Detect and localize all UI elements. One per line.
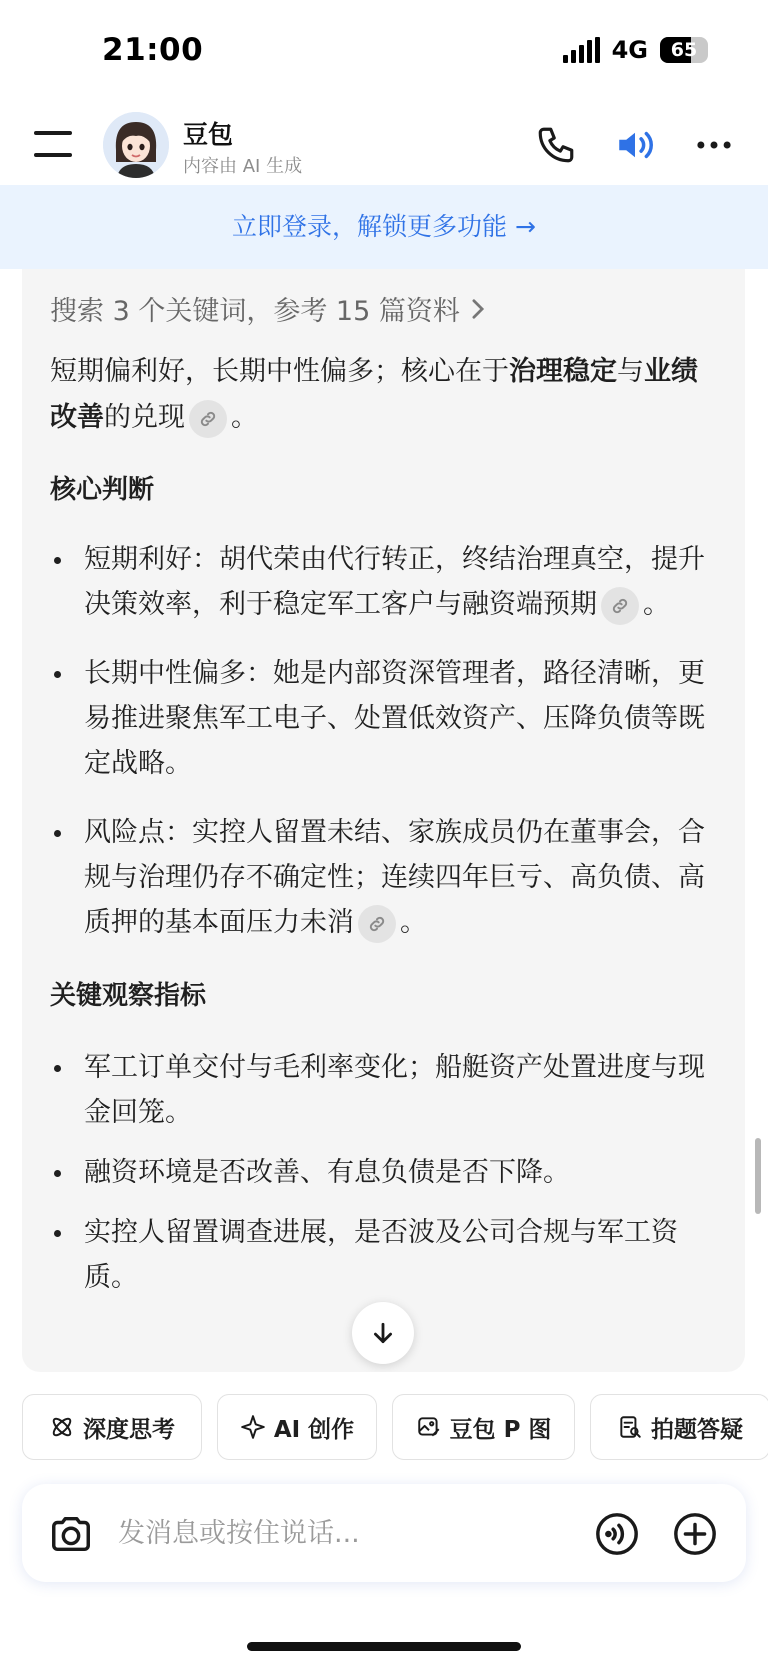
battery-icon [660,37,708,63]
intro-paragraph [50,349,715,441]
status-indicators [563,36,708,64]
image-edit-icon [416,1414,442,1440]
camera-icon[interactable] [48,1511,94,1557]
chip-label: AI 创作 [273,1416,355,1443]
login-banner[interactable]: 立即登录，解锁更多功能 → [0,185,768,269]
status-bar [0,0,768,105]
section-title-indicators: 关键观察指标 [50,981,207,1011]
list-item-text: 短期利好：胡代荣由代行转正，终结治理真空，提升决策效率，利于稳定军工客户与融资端预期 [84,544,705,620]
bot-name: 豆包 [183,120,234,149]
scroll-to-bottom-button[interactable] [352,1302,414,1364]
section-title-core: 核心判断 [50,475,155,505]
indicators-list [50,1045,715,1300]
chip-label: 深度思考 [83,1416,175,1443]
home-indicator [247,1642,521,1651]
reference-link-icon[interactable] [358,905,396,943]
ai-create-chip[interactable] [217,1394,377,1460]
search-summary-text: 搜索 3 个关键词，参考 15 篇资料 [50,296,460,327]
battery-percent: 65 [670,39,698,61]
photo-question-chip[interactable] [590,1394,768,1460]
period: 。 [643,589,670,620]
deep-think-chip[interactable] [22,1394,202,1460]
core-judgement-list [50,537,715,945]
bot-subtitle: 内容由 AI 生成 [183,156,303,177]
phone-icon[interactable] [535,124,577,166]
intro-text-2: 与 [617,356,644,387]
avatar[interactable] [103,112,169,178]
list-item: 实控人留置调查进展，是否波及公司合规与军工资质。 [50,1210,715,1300]
signal-icon [563,37,600,63]
voice-wave-icon[interactable] [594,1511,640,1557]
scrollbar-thumb[interactable] [755,1138,761,1214]
reference-link-icon[interactable] [601,587,639,625]
period: 。 [400,907,427,938]
reference-link-icon[interactable] [189,400,227,438]
list-item: 融资环境是否改善、有息负债是否下降。 [50,1150,715,1195]
list-item [50,651,715,786]
chat-header [0,105,768,185]
p-image-chip[interactable] [392,1394,575,1460]
message-input[interactable] [118,1484,588,1582]
message-composer [22,1484,746,1582]
chat-area [0,269,768,1372]
intro-bold-2: 业绩改善 [50,356,698,433]
chip-label: 豆包 P 图 [449,1416,552,1443]
search-summary[interactable] [50,289,488,328]
speaker-icon[interactable] [614,124,656,166]
list-item-text: 风险点：实控人留置未结、家族成员仍在董事会，合规与治理仍存不确定性；连续四年巨亏、高负债、高质押的基本面压力未消 [84,817,705,938]
list-item: 军工订单交付与毛利率变化；船艇资产处置进度与现金回笼。 [50,1045,715,1135]
list-item [50,810,715,945]
status-time: 21:00 [102,32,204,68]
chevron-right-icon [468,298,488,320]
intro-text-3: 的兑现 [104,402,185,433]
more-icon[interactable] [693,124,735,166]
arrow-down-icon [370,1320,396,1346]
list-item-text: 长期中性偏多：她是内部资深管理者，路径清晰，更易推进聚焦军工电子、处置低效资产、压降负债等既定战略。 [84,658,705,779]
sparkle-icon [240,1414,266,1440]
chip-label: 拍题答疑 [651,1416,743,1443]
atom-icon [49,1414,75,1440]
intro-text-1: 短期偏利好，长期中性偏多；核心在于 [50,356,509,387]
feature-toolbar [0,1372,768,1472]
network-type: 4G [611,36,648,64]
menu-icon[interactable] [34,129,72,159]
message-content [50,349,715,1300]
list-item [50,537,715,627]
plus-icon[interactable] [672,1511,718,1557]
scan-question-icon [617,1414,643,1440]
intro-bold-1: 治理稳定 [509,356,617,387]
intro-end: 。 [231,402,258,433]
